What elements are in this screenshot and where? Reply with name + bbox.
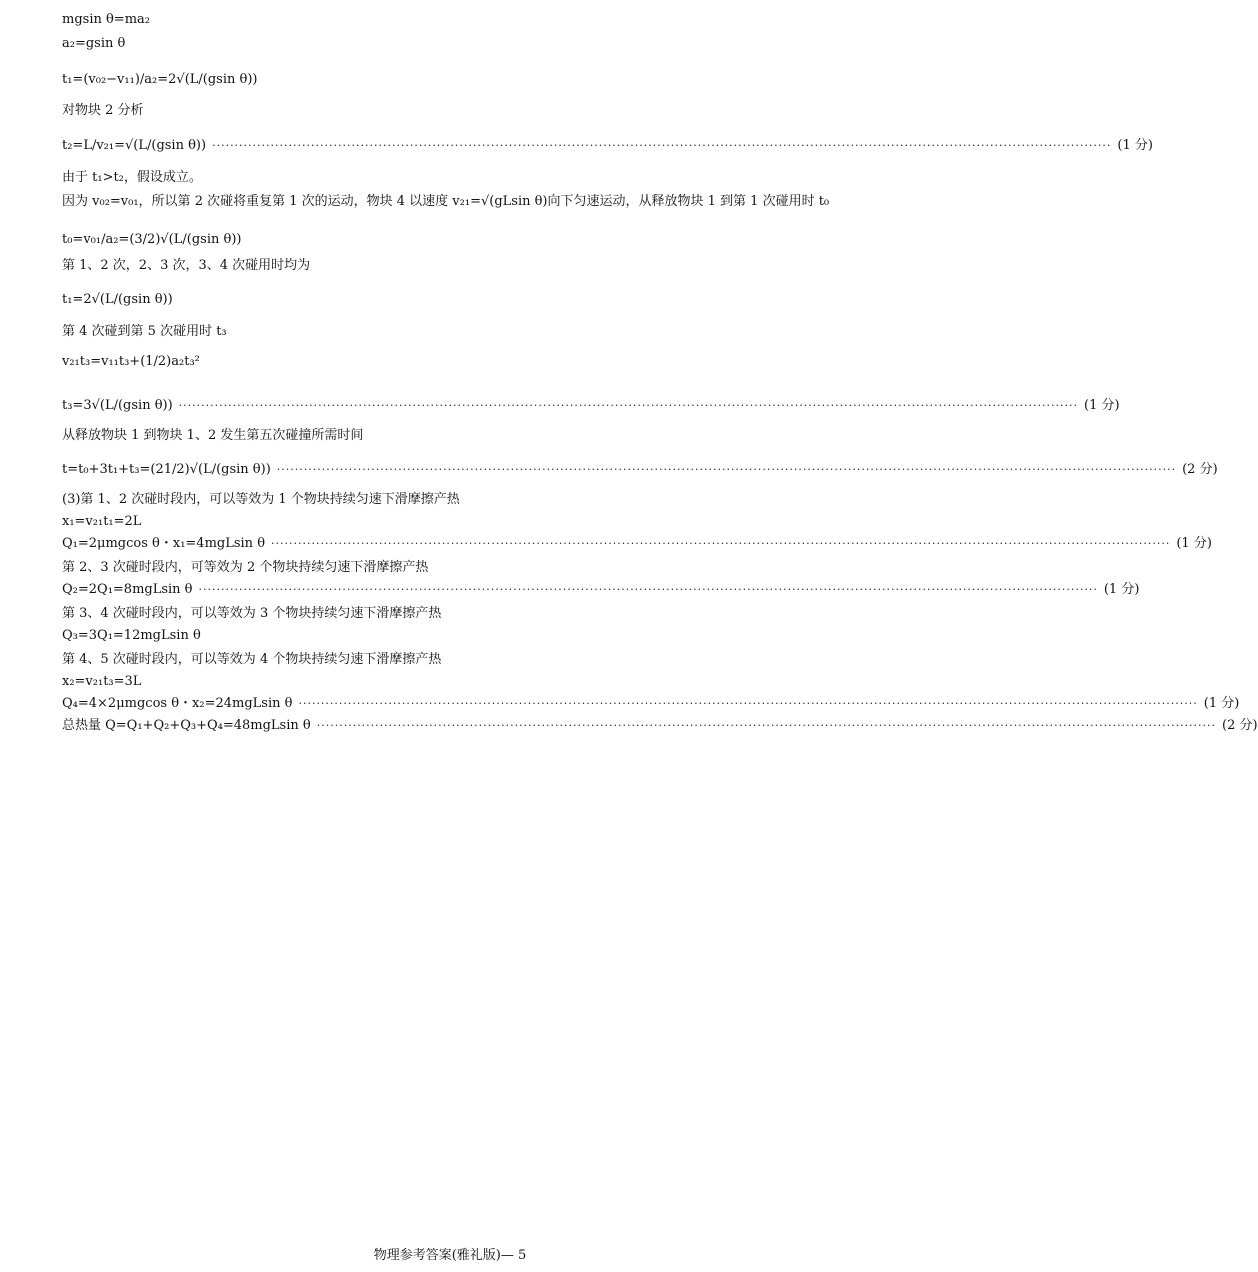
solution-text: Q₄=4×2μmgcos θ・x₂=24mgLsin θ [62, 696, 293, 711]
solution-text: x₂=v₂₁t₃=3L [62, 674, 142, 689]
solution-text: t₂=L/v₂₁=√(L/(gsin θ)) [62, 138, 207, 153]
leader-dots: ········································································································································································································ [276, 463, 1177, 476]
score-label: (1 分) [1084, 398, 1120, 413]
solution-line [62, 72, 257, 88]
solution-text: t₃=3√(L/(gsin θ)) [62, 398, 173, 413]
solution-text: x₁=v₂₁t₁=2L [62, 514, 142, 529]
solution-line [62, 696, 1240, 712]
solution-line [62, 324, 227, 340]
score-label: (2 分) [1182, 462, 1218, 477]
solution-line [62, 718, 1258, 734]
solution-text: v₂₁t₃=v₁₁t₃+(1/2)a₂t₃² [62, 354, 200, 369]
solution-line [62, 36, 125, 52]
solution-text: t₀=v₀₁/a₂=(3/2)√(L/(gsin θ)) [62, 232, 242, 247]
solution-text: t₁=2√(L/(gsin θ)) [62, 292, 173, 307]
solution-line [62, 258, 310, 274]
solution-text: mgsin θ=ma₂ [62, 12, 150, 27]
solution-text: 总热量 Q=Q₁+Q₂+Q₃+Q₄=48mgLsin θ [62, 718, 311, 733]
solution-line [62, 232, 241, 248]
solution-line [62, 492, 460, 508]
solution-line [62, 398, 1120, 414]
page-footer: 物理参考答案(雅礼版)— 5 [373, 1248, 527, 1263]
score-label: (1 分) [1203, 696, 1240, 711]
solution-text: 因为 v₀₂=v₀₁，所以第 2 次碰将重复第 1 次的运动，物块 4 以速度 v₂₁=√(gLsin θ)向下匀速运动，从释放物块 1 到第 1 次碰用时 t₀ [62, 194, 830, 209]
solution-line [62, 536, 1212, 552]
score-label: (1 分) [1176, 536, 1212, 551]
solution-text: 第 3、4 次碰时段内，可以等效为 3 个物块持续匀速下滑摩擦产热 [62, 606, 442, 621]
score-label: (1 分) [1117, 138, 1153, 153]
solution-line [62, 674, 141, 690]
solution-line [62, 194, 829, 210]
solution-text: t=t₀+3t₁+t₃=(21/2)√(L/(gsin θ)) [62, 462, 271, 477]
solution-line [62, 428, 363, 444]
leader-dots: ········································································································································································································ [298, 697, 1198, 710]
leader-dots: ········································································································································································································ [212, 139, 1112, 152]
solution-text: Q₁=2μmgcos θ・x₁=4mgLsin θ [62, 536, 266, 551]
leader-dots: ········································································································································································································ [178, 399, 1078, 412]
solution-line [62, 138, 1153, 154]
score-label: (2 分) [1222, 718, 1258, 733]
solution-line [62, 292, 173, 308]
leader-dots: ········································································································································································································ [271, 537, 1171, 550]
solution-text: (3)第 1、2 次碰时段内，可以等效为 1 个物块持续匀速下滑摩擦产热 [62, 492, 460, 507]
solution-text: 由于 t₁>t₂，假设成立。 [62, 170, 202, 185]
solution-line [62, 354, 200, 370]
solution-text: 第 1、2 次，2、3 次，3、4 次碰用时均为 [62, 258, 311, 273]
solution-text: Q₃=3Q₁=12mgLsin θ [62, 628, 201, 643]
solution-line [62, 514, 141, 530]
solution-line [62, 628, 201, 644]
solution-line [62, 582, 1140, 598]
leader-dots: ········································································································································································································ [198, 583, 1098, 596]
solution-text: a₂=gsin θ [62, 36, 126, 51]
solution-line [62, 462, 1218, 478]
solution-text: 从释放物块 1 到物块 1、2 发生第五次碰撞所需时间 [62, 428, 364, 443]
solution-line [62, 652, 441, 668]
solution-text: 第 4、5 次碰时段内，可以等效为 4 个物块持续匀速下滑摩擦产热 [62, 652, 442, 667]
solution-line [62, 12, 150, 28]
solution-line [62, 606, 441, 622]
solution-text: 对物块 2 分析 [62, 103, 144, 118]
solution-line [62, 560, 428, 576]
solution-text: Q₂=2Q₁=8mgLsin θ [62, 582, 193, 597]
leader-dots: ········································································································································································································ [316, 719, 1217, 732]
solution-text: t₁=(v₀₂−v₁₁)/a₂=2√(L/(gsin θ)) [62, 72, 258, 87]
score-label: (1 分) [1103, 582, 1140, 597]
solution-line [62, 103, 144, 119]
solution-line [62, 170, 202, 186]
solution-text: 第 4 次碰到第 5 次碰用时 t₃ [62, 324, 227, 339]
solution-text: 第 2、3 次碰时段内，可等效为 2 个物块持续匀速下滑摩擦产热 [62, 560, 429, 575]
